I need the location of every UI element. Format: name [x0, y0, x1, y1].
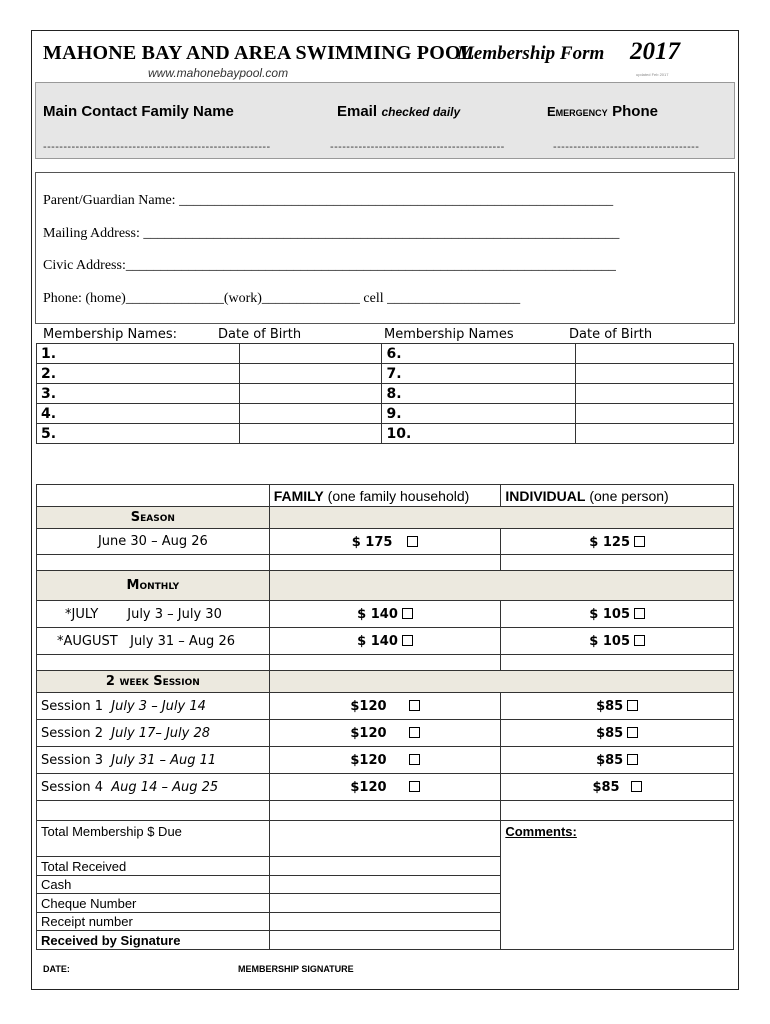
- individual-header: INDIVIDUAL (one person): [501, 485, 734, 507]
- table-row: [37, 655, 734, 671]
- table-row: [37, 720, 734, 747]
- received-by-label: Received by Signature: [37, 931, 270, 950]
- member-name-cell[interactable]: 2.: [37, 364, 240, 384]
- table-row: [37, 628, 734, 655]
- emergency-label-small: Emergency: [547, 104, 608, 119]
- received-by-field[interactable]: [269, 931, 501, 950]
- session-1-label: Session 1 July 3 – July 14: [37, 693, 270, 720]
- table-row: [37, 555, 734, 571]
- total-received-field[interactable]: [269, 857, 501, 876]
- checkbox-icon[interactable]: [409, 727, 420, 738]
- table-row: [37, 671, 734, 693]
- form-name: Membership Form: [457, 43, 605, 64]
- civic-address-field[interactable]: Civic Address:______________________________________________________________________: [43, 258, 616, 273]
- member-dob-cell[interactable]: [576, 364, 734, 384]
- member-table: [36, 343, 734, 444]
- col2-dob-header: Date of Birth: [569, 327, 653, 342]
- checkbox-icon[interactable]: [627, 700, 638, 711]
- col1-names-header: Membership Names:: [43, 327, 177, 342]
- table-row: [37, 821, 734, 857]
- comments-label: Comments:: [505, 824, 577, 839]
- phone-field[interactable]: Phone: (home)______________(work)______________ cell ___________________: [43, 291, 521, 306]
- email-label: Email: [337, 103, 378, 120]
- member-name-cell[interactable]: 1.: [37, 344, 240, 364]
- website-link[interactable]: www.mahonebaypool.com: [148, 66, 289, 80]
- table-row: [37, 344, 734, 364]
- member-name-cell[interactable]: 9.: [382, 404, 576, 424]
- member-dob-cell[interactable]: [576, 404, 734, 424]
- session-2-individual-option[interactable]: $85: [501, 720, 734, 747]
- table-row: [37, 747, 734, 774]
- member-name-cell[interactable]: 8.: [382, 384, 576, 404]
- shade-cell: [269, 571, 733, 601]
- member-name-cell[interactable]: 5.: [37, 424, 240, 444]
- session-3-label: Session 3 July 31 – Aug 11: [37, 747, 270, 774]
- session-4-individual-option[interactable]: $85: [501, 774, 734, 801]
- family-name-line[interactable]: --------------------------------------------------------: [43, 141, 271, 153]
- checkbox-icon[interactable]: [409, 754, 420, 765]
- july-individual-option[interactable]: $ 105: [501, 601, 734, 628]
- family-name-label: Main Contact Family Name: [43, 103, 234, 120]
- receipt-field[interactable]: [269, 913, 501, 931]
- form-year: 2017: [630, 38, 680, 65]
- august-family-option[interactable]: $ 140: [269, 628, 501, 655]
- emergency-label: Phone: [612, 103, 658, 120]
- col2-names-header: Membership Names: [384, 327, 514, 342]
- shade-cell: [269, 507, 733, 529]
- fee-table: [36, 484, 734, 950]
- table-row: [37, 364, 734, 384]
- member-dob-cell[interactable]: [576, 384, 734, 404]
- checkbox-icon[interactable]: [627, 754, 638, 765]
- table-row: [37, 529, 734, 555]
- cash-field[interactable]: [269, 876, 501, 894]
- table-row: [37, 485, 734, 507]
- session-3-individual-option[interactable]: $85: [501, 747, 734, 774]
- table-row: [37, 601, 734, 628]
- member-dob-cell[interactable]: [576, 424, 734, 444]
- cash-label: Cash: [37, 876, 270, 894]
- checkbox-icon[interactable]: [631, 781, 642, 792]
- pool-title: MAHONE BAY AND AREA SWIMMING POOL: [43, 42, 475, 64]
- table-row: [37, 774, 734, 801]
- session-2-family-option[interactable]: $120: [269, 720, 501, 747]
- receipt-label: Receipt number: [37, 913, 270, 931]
- checkbox-icon[interactable]: [409, 781, 420, 792]
- table-row: [37, 801, 734, 821]
- email-label-group: [337, 103, 460, 121]
- session-2-label: Session 2 July 17– July 28: [37, 720, 270, 747]
- two-week-label: 2 week Session: [37, 671, 270, 693]
- member-dob-cell[interactable]: [239, 344, 382, 364]
- checkbox-icon[interactable]: [402, 635, 413, 646]
- mailing-address-field[interactable]: Mailing Address: ____________________________________________________________________: [43, 226, 620, 241]
- session-4-label: Session 4 Aug 14 – Aug 25: [37, 774, 270, 801]
- total-due-field[interactable]: [269, 821, 501, 857]
- update-note: updated Feb 2017: [636, 72, 669, 77]
- member-dob-cell[interactable]: [239, 384, 382, 404]
- table-row: [37, 404, 734, 424]
- comments-box[interactable]: [501, 821, 734, 950]
- checkbox-icon[interactable]: [634, 536, 645, 547]
- session-1-family-option[interactable]: $120: [269, 693, 501, 720]
- august-individual-option[interactable]: $ 105: [501, 628, 734, 655]
- parent-name-field[interactable]: Parent/Guardian Name: ______________________________________________________________: [43, 193, 614, 208]
- member-name-cell[interactable]: 10.: [382, 424, 576, 444]
- table-row: [37, 384, 734, 404]
- checkbox-icon[interactable]: [627, 727, 638, 738]
- email-line[interactable]: -------------------------------------------: [330, 141, 505, 153]
- session-1-individual-option[interactable]: $85: [501, 693, 734, 720]
- monthly-label: Monthly: [37, 571, 270, 601]
- session-4-family-option[interactable]: $120: [269, 774, 501, 801]
- table-row: [37, 507, 734, 529]
- table-row: [37, 693, 734, 720]
- member-dob-cell[interactable]: [239, 404, 382, 424]
- table-row: [37, 571, 734, 601]
- session-3-family-option[interactable]: $120: [269, 747, 501, 774]
- cheque-label: Cheque Number: [37, 894, 270, 913]
- membership-signature-label: MEMBERSHIP SIGNATURE: [238, 964, 354, 974]
- checkbox-icon[interactable]: [407, 536, 418, 547]
- checkbox-icon[interactable]: [634, 635, 645, 646]
- date-label: DATE:: [43, 964, 70, 974]
- total-received-label: Total Received: [37, 857, 270, 876]
- season-dates: June 30 – Aug 26: [37, 529, 270, 555]
- email-note: checked daily: [381, 105, 461, 119]
- member-name-cell[interactable]: 6.: [382, 344, 576, 364]
- season-individual-option[interactable]: $ 125: [501, 529, 734, 555]
- table-row: [37, 424, 734, 444]
- member-name-cell[interactable]: 3.: [37, 384, 240, 404]
- cheque-field[interactable]: [269, 894, 501, 913]
- shade-cell: [269, 671, 733, 693]
- season-label: Season: [37, 507, 270, 529]
- member-dob-cell[interactable]: [239, 424, 382, 444]
- july-row-label: *JULY July 3 – July 30: [37, 601, 270, 628]
- col1-dob-header: Date of Birth: [218, 327, 302, 342]
- emergency-phone-line[interactable]: ------------------------------------: [553, 141, 700, 153]
- family-header: FAMILY (one family household): [269, 485, 501, 507]
- august-row-label: *AUGUST July 31 – Aug 26: [37, 628, 270, 655]
- member-dob-cell[interactable]: [576, 344, 734, 364]
- member-name-cell[interactable]: 4.: [37, 404, 240, 424]
- season-family-option[interactable]: $ 175: [269, 529, 501, 555]
- checkbox-icon[interactable]: [634, 608, 645, 619]
- member-name-cell[interactable]: 7.: [382, 364, 576, 384]
- total-due-label: Total Membership $ Due: [37, 821, 270, 857]
- july-family-option[interactable]: $ 140: [269, 601, 501, 628]
- checkbox-icon[interactable]: [402, 608, 413, 619]
- member-dob-cell[interactable]: [239, 364, 382, 384]
- checkbox-icon[interactable]: [409, 700, 420, 711]
- blank-cell: [37, 485, 270, 507]
- emergency-label-group: [547, 103, 658, 121]
